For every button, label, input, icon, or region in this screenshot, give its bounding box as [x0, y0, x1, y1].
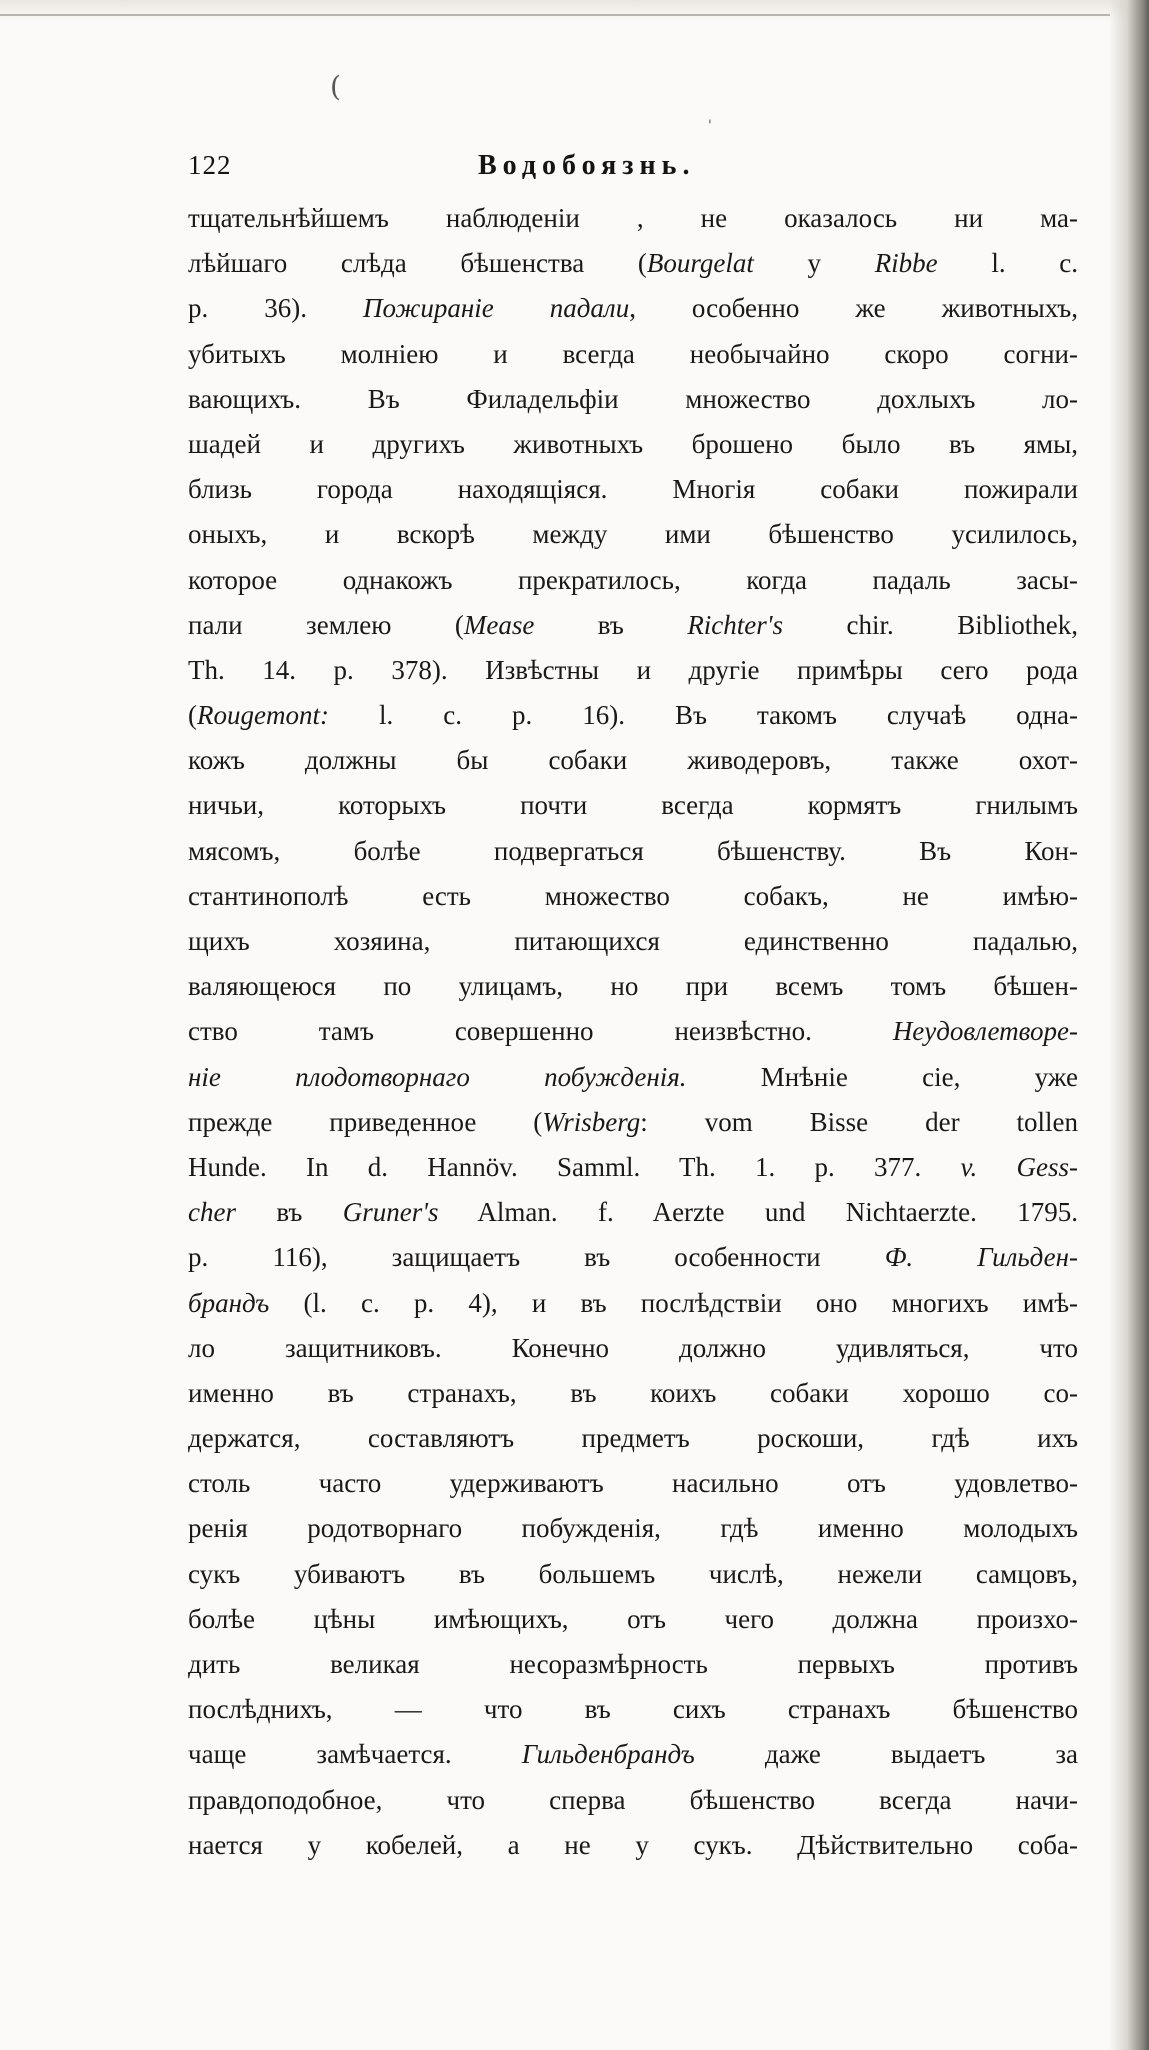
text-run: даже выдаетъ за — [694, 1739, 1079, 1770]
text-run: мясомъ, болѣе подвергаться бѣшенству. Въ Кон- — [188, 835, 1078, 866]
text-run: (l. c. p. 4), и въ послѣдствіи оно многихъ имѣ- — [269, 1287, 1078, 1318]
text-run: у — [753, 248, 875, 279]
text-line — [188, 1100, 1078, 1145]
text-run: держатся, составляютъ предметъ роскоши, гдѣ ихъ — [188, 1423, 1078, 1454]
italic-run: Wrisberg — [542, 1106, 641, 1137]
text-line — [188, 1326, 1078, 1371]
text-line — [188, 783, 1078, 828]
text-run: ничьи, которыхъ почти всегда кормятъ гнилымъ — [188, 790, 1078, 821]
text-run: убитыхъ молніею и всегда необычайно скоро согни- — [188, 338, 1078, 369]
text-run: Alman. f. Aerzte und Nichtaerzte. 1795. — [438, 1197, 1078, 1228]
text-run: сукъ убиваютъ въ большемъ числѣ, нежели самцовъ, — [188, 1558, 1078, 1589]
text-line — [188, 1732, 1078, 1777]
text-line — [188, 332, 1078, 377]
text-line — [188, 829, 1078, 874]
text-run: l. c. — [937, 248, 1078, 279]
text-run: близь города находящіяся. Многія собаки пожирали — [188, 474, 1078, 505]
italic-run: cher — [188, 1197, 236, 1228]
text-run: послѣднихъ, — что въ сихъ странахъ бѣшенство — [188, 1694, 1078, 1725]
stray-tick-mark: ' — [708, 118, 712, 134]
italic-run: Неудовлетворе- — [892, 1016, 1078, 1047]
text-line — [188, 377, 1078, 422]
text-line — [188, 422, 1078, 467]
text-line — [188, 467, 1078, 512]
text-line — [188, 874, 1078, 919]
text-line — [188, 1416, 1078, 1461]
text-line — [188, 1190, 1078, 1235]
text-run: chir. Bibliothek, — [783, 609, 1078, 640]
text-run: въ — [235, 1197, 343, 1228]
text-line — [188, 512, 1078, 557]
body-text — [188, 196, 1078, 1868]
text-line — [188, 1506, 1078, 1551]
italic-run: Richter's — [687, 609, 784, 640]
italic-run: Gruner's — [342, 1197, 439, 1228]
text-line — [188, 648, 1078, 693]
text-line — [188, 1642, 1078, 1687]
text-line — [188, 919, 1078, 964]
text-run: въ — [534, 609, 688, 640]
text-run: тщательнѣйшемъ наблюденіи , не оказалось ни ма- — [188, 203, 1078, 233]
text-run: p. 116), защищаетъ въ особенности — [188, 1242, 885, 1273]
text-run: болѣе цѣны имѣющихъ, отъ чего должна произхо- — [188, 1603, 1078, 1634]
text-run: : vom Bisse der tollen — [640, 1106, 1078, 1137]
text-run: вающихъ. Въ Филадельфіи множество дохлыхъ ло- — [188, 383, 1078, 414]
text-run: Th. 14. p. 378). Извѣстны и другіе примѣры сего рода — [188, 654, 1078, 685]
text-run: l. c. p. 16). Въ такомъ случаѣ одна- — [328, 700, 1078, 731]
text-run: пали землею ( — [188, 609, 464, 640]
text-run: Hunde. In d. Hannöv. Samml. Th. 1. p. 377. — [188, 1151, 961, 1182]
text-run: лѣйшаго слѣда бѣшенства ( — [188, 248, 647, 279]
text-line — [188, 1371, 1078, 1416]
text-run: ( — [188, 700, 197, 731]
text-run: валяющеюся по улицамъ, но при всемъ томъ бѣшен- — [188, 971, 1078, 1002]
text-line — [188, 286, 1078, 331]
text-run: p. 36). — [188, 293, 363, 324]
text-line — [188, 964, 1078, 1009]
text-line — [188, 1461, 1078, 1506]
text-run: которое однакожъ прекратилось, когда падаль засы- — [188, 564, 1078, 595]
text-run: именно въ странахъ, въ коихъ собаки хорошо со- — [188, 1377, 1078, 1408]
text-line — [188, 1552, 1078, 1597]
italic-run: v. Gess- — [960, 1151, 1079, 1182]
text-run: ство тамъ совершенно неизвѣстно. — [188, 1016, 893, 1047]
text-line — [188, 1778, 1078, 1823]
text-run: щихъ хозяина, питающихся единственно падалью, — [188, 926, 1078, 956]
italic-run: Гильденбрандъ — [521, 1739, 695, 1770]
text-line — [188, 693, 1078, 738]
text-run: чаще замѣчается. — [188, 1739, 522, 1770]
text-run: дить великая несоразмѣрность первыхъ противъ — [188, 1649, 1078, 1679]
text-run: , особенно же животныхъ, — [629, 293, 1078, 324]
text-line — [188, 1235, 1078, 1280]
italic-run: Ф. Гильден- — [884, 1242, 1078, 1273]
text-line — [188, 738, 1078, 783]
text-run: оныхъ, и вскорѣ между ими бѣшенство усилилось, — [188, 519, 1078, 550]
scan-top-rule — [0, 14, 1110, 16]
text-run: ло защитниковъ. Конечно должно удивляться, что — [188, 1332, 1078, 1363]
page-number: 122 — [188, 150, 232, 180]
text-run: ренія родотворнаго побужденія, гдѣ именно молодыхъ — [188, 1513, 1078, 1544]
text-run: кожъ должны бы собаки живодеровъ, также охот- — [188, 745, 1078, 776]
text-line — [188, 1009, 1078, 1054]
italic-run: Rougemont: — [197, 700, 329, 731]
text-line — [188, 603, 1078, 648]
text-run: правдоподобное, что сперва бѣшенство всегда начи- — [188, 1784, 1078, 1815]
italic-run: Пожираніе падали — [362, 293, 630, 324]
text-line — [188, 1823, 1078, 1868]
text-run: столь часто удерживаютъ насильно отъ удовлетво- — [188, 1468, 1078, 1499]
running-title: Водобоязнь. — [478, 150, 696, 181]
text-line — [188, 558, 1078, 603]
scan-top-edge — [0, 0, 1149, 22]
italic-run: Bourgelat — [646, 248, 754, 279]
text-line — [188, 1055, 1078, 1100]
text-line — [188, 1145, 1078, 1190]
text-run: нается у кобелей, а не у сукъ. Дѣйствительно соба- — [188, 1829, 1078, 1860]
stray-paren-mark: ( — [330, 70, 341, 103]
text-run: прежде приведенное ( — [188, 1106, 543, 1137]
text-line — [188, 241, 1078, 286]
text-line — [188, 196, 1078, 241]
text-line — [188, 1597, 1078, 1642]
text-line — [188, 1281, 1078, 1326]
text-run: стантинополѣ есть множество собакъ, не имѣю- — [188, 880, 1078, 911]
italic-run: Ribbe — [874, 248, 938, 279]
text-line — [188, 1687, 1078, 1732]
text-run: Мнѣніе сіе, уже — [686, 1061, 1078, 1092]
page-gutter-shadow — [1109, 0, 1149, 2050]
page-header — [188, 150, 1078, 190]
text-run: шадей и другихъ животныхъ брошено было въ ямы, — [188, 428, 1078, 459]
italic-run: ніе плодотворнаго побужденія. — [188, 1061, 687, 1092]
italic-run: брандъ — [188, 1287, 270, 1318]
italic-run: Mease — [463, 609, 535, 640]
